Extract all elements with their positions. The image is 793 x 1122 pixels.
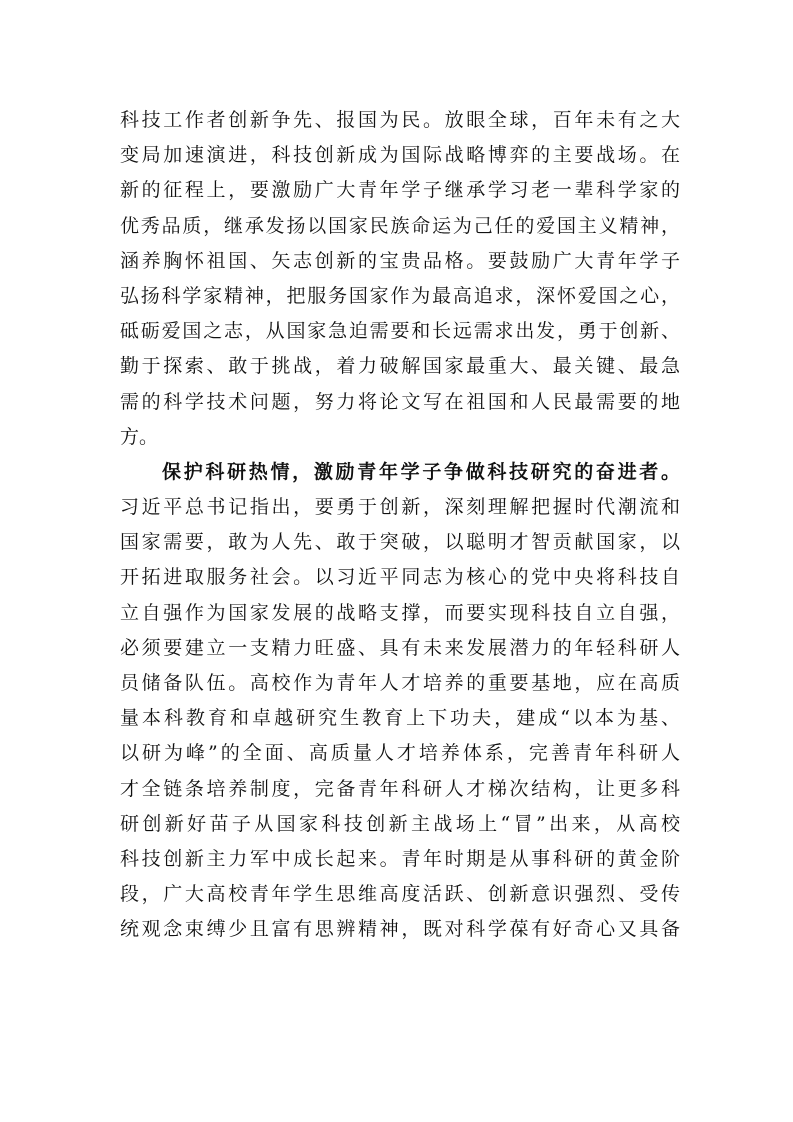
paragraph-1-line-9: 需的科学技术问题，努力将论文写在祖国和人民最需要的地 [120, 390, 680, 413]
paragraph-1-line-1: 科技工作者创新争先、报国为民。放眼全球，百年未有之大 [120, 109, 680, 131]
paragraph-1-line-5: 涵养胸怀祖国、矢志创新的宝贵品格。要鼓励广大青年学子 [120, 249, 680, 272]
paragraph-2-line-4: 立自强作为国家发展的战略支撑，而要实现科技自立自强， [120, 601, 680, 624]
paragraph-2-line-5: 必须要建立一支精力旺盛、具有未来发展潜力的年轻科研人 [120, 636, 680, 659]
paragraph-2-line-8: 以研为峰”的全面、高质量人才培养体系，完善青年科研人 [120, 742, 680, 765]
paragraph-2-line-9: 才全链条培养制度，完备青年科研人才梯次结构，让更多科 [120, 777, 680, 800]
paragraph-1-line-2: 变局加速演进，科技创新成为国际战略博弈的主要战场。在 [120, 144, 680, 167]
paragraph-2-line-2: 国家需要，敢为人先、敢于突破，以聪明才智贡献国家，以 [120, 531, 680, 554]
paragraph-2-line-3: 开拓进取服务社会。以习近平同志为核心的党中央将科技自 [120, 566, 680, 589]
paragraph-2-line-12: 段，广大高校青年学生思维高度活跃、创新意识强烈、受传 [120, 883, 680, 906]
paragraph-2-heading: 保护科研热情，激励青年学子争做科技研究的奋进者。 [162, 460, 680, 483]
paragraph-1-line-10: 方。 [120, 425, 159, 448]
paragraph-2-line-6: 员储备队伍。高校作为青年人才培养的重要基地，应在高质 [120, 672, 680, 694]
paragraph-1-line-4: 优秀品质，继承发扬以国家民族命运为己任的爱国主义精神， [120, 214, 680, 237]
paragraph-1-line-7: 砥砺爱国之志，从国家急迫需要和长远需求出发，勇于创新、 [120, 320, 680, 343]
paragraph-1-line-8: 勤于探索、敢于挑战，着力破解国家最重大、最关键、最急 [120, 355, 680, 378]
paragraph-2-line-13: 统观念束缚少且富有思辨精神，既对科学葆有好奇心又具备 [120, 918, 680, 941]
paragraph-2-line-1: 习近平总书记指出，要勇于创新，深刻理解把握时代潮流和 [120, 496, 680, 519]
paragraph-2-line-7: 量本科教育和卓越研究生教育上下功夫，建成“以本为基、 [120, 707, 680, 730]
paragraph-2-line-10: 研创新好苗子从国家科技创新主战场上“冒”出来，从高校 [120, 812, 680, 835]
paragraph-1-line-3: 新的征程上，要激励广大青年学子继承学习老一辈科学家的 [120, 179, 680, 202]
paragraph-2-line-11: 科技创新主力军中成长起来。青年时期是从事科研的黄金阶 [120, 847, 680, 870]
document-body [120, 103, 680, 948]
paragraph-1-line-6: 弘扬科学家精神，把服务国家作为最高追求，深怀爱国之心， [120, 284, 680, 307]
